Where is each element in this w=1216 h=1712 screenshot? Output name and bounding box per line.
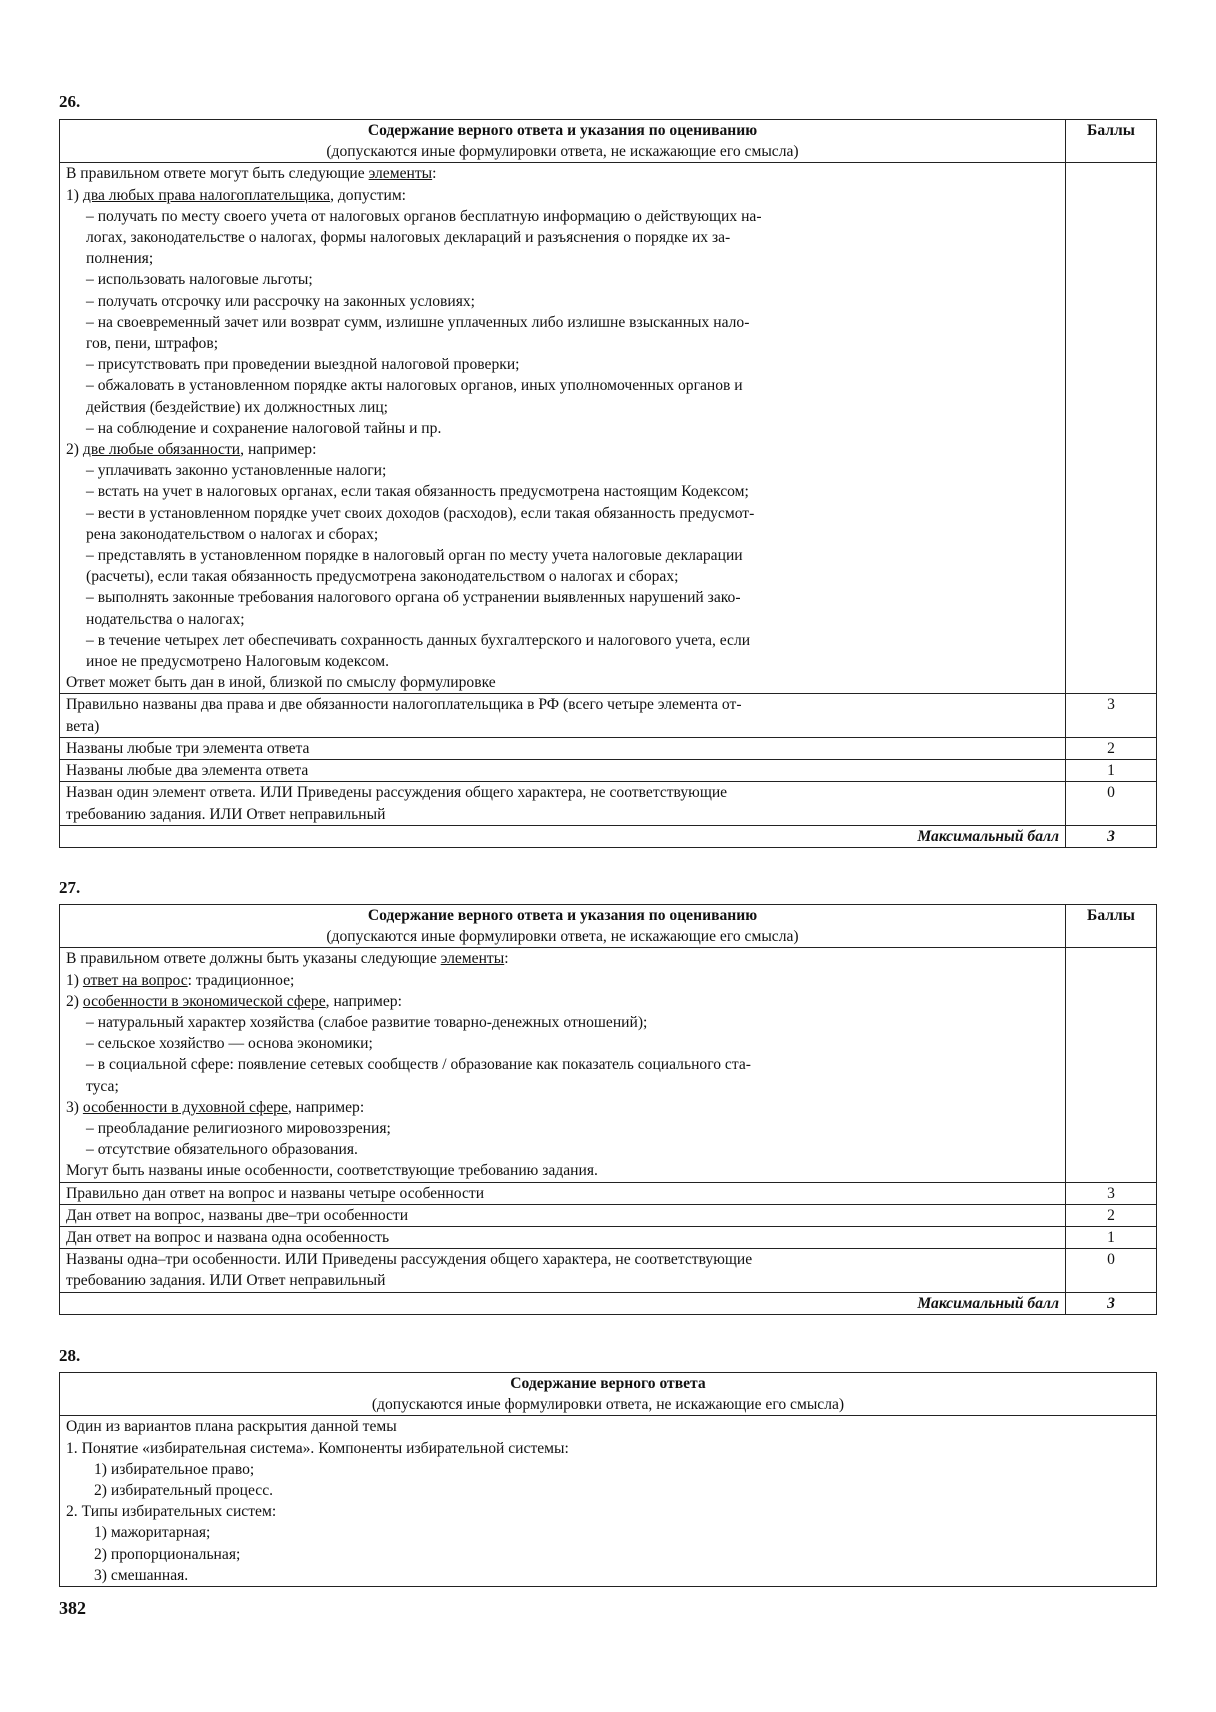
- q26-content-cell: [60, 163, 1066, 694]
- q27-header-title: Содержание верного ответа и указания по оцениванию: [367, 907, 758, 924]
- q28-line: 2. Типы избирательных систем:: [66, 1503, 277, 1521]
- q26-criterion-3-line-1: Правильно названы два права и две обязанности налогоплательщика в РФ (всего четыре элемента от-: [66, 696, 742, 714]
- q26-duty-line: – вести в установленном порядке учет своих доходов (расходов), если такая обязанность предусмот-: [86, 504, 755, 522]
- q27-criterion-row: [60, 1204, 1157, 1226]
- q27-closing: Могут быть названы иные особенности, соответствующие требованию задания.: [66, 1162, 598, 1180]
- q26-criterion-text: Названы любые два элемента ответа: [60, 760, 1066, 782]
- q26-header-title: Содержание верного ответа и указания по оцениванию: [367, 122, 758, 139]
- q26-right-line: полнения;: [86, 250, 154, 268]
- q27-criterion-text: [60, 1249, 1066, 1292]
- q26-criterion-0-line-1: Назван один элемент ответа. ИЛИ Приведены рассуждения общего характера, не соответствующие: [66, 784, 728, 802]
- q26-right-line: действия (бездействие) их должностных лиц;: [86, 398, 388, 416]
- q27-criterion-row: [60, 1227, 1157, 1249]
- q27-point-1: [66, 970, 1059, 991]
- q26-duty-line: – представлять в установленном порядке в налоговый орган по месту учета налоговые декларации: [86, 547, 743, 565]
- q27-criterion-score: 2: [1066, 1204, 1157, 1226]
- q26-criterion-3-line-2: вета): [66, 717, 100, 735]
- q27-point-3-num: 3): [66, 1098, 83, 1116]
- q27-criterion-row: [60, 1249, 1157, 1292]
- q26-intro-underlined: элементы: [368, 165, 433, 183]
- question-27-number: 27.: [59, 878, 81, 897]
- q27-criterion-score: 3: [1066, 1182, 1157, 1204]
- q27-point-3: [66, 1097, 1059, 1118]
- q27-max-value: 3: [1066, 1292, 1157, 1314]
- q26-point-1-num: 1): [66, 186, 83, 204]
- q26-max-value: 3: [1066, 825, 1157, 847]
- q27-criterion-score: 1: [1066, 1227, 1157, 1249]
- q26-point-2-suffix: , например:: [240, 441, 317, 459]
- q26-criterion-row: [60, 760, 1157, 782]
- q26-content-score-empty: [1066, 163, 1157, 694]
- q28-content-row: [60, 1416, 1157, 1587]
- q28-line: 2) пропорциональная;: [94, 1545, 241, 1563]
- q26-criterion-row: [60, 737, 1157, 759]
- q27-point-1-suffix: : традиционное;: [187, 971, 295, 989]
- q26-criterion-text: [60, 782, 1066, 825]
- q27-point-3-underlined: особенности в духовной сфере: [82, 1098, 288, 1116]
- q26-right-line: – использовать налоговые льготы;: [86, 271, 313, 289]
- q28-content-cell: [60, 1416, 1157, 1587]
- q26-intro-suffix: :: [432, 165, 437, 183]
- q26-criterion-score: 3: [1066, 694, 1157, 737]
- q26-point-2-num: 2): [66, 441, 83, 459]
- q26-intro-prefix: В правильном ответе могут быть следующие: [66, 165, 369, 183]
- q26-point-1-suffix: , допустим:: [330, 186, 407, 204]
- q27-point-2-num: 2): [66, 992, 83, 1010]
- q26-criterion-score: 1: [1066, 760, 1157, 782]
- q26-duty-line: рена законодательством о налогах и сборах;: [86, 525, 379, 543]
- q27-intro-prefix: В правильном ответе должны быть указаны следующие: [66, 950, 441, 968]
- q26-criterion-row: [60, 694, 1157, 737]
- question-27-table: [59, 904, 1157, 1315]
- question-28-number: 28.: [59, 1346, 81, 1365]
- q26-criterion-score: 0: [1066, 782, 1157, 825]
- q26-criterion-row: [60, 782, 1157, 825]
- q26-point-1-underlined: два любых права налогоплательщика: [82, 186, 331, 204]
- q26-duty-line: – выполнять законные требования налогового органа об устранении выявленных нарушений зако-: [86, 589, 741, 607]
- q26-criterion-score: 2: [1066, 737, 1157, 759]
- q26-criterion-text: [60, 694, 1066, 737]
- q28-line: 1) избирательное право;: [94, 1460, 255, 1478]
- q27-point-1-underlined: ответ на вопрос: [82, 971, 188, 989]
- q26-right-line: – на соблюдение и сохранение налоговой тайны и пр.: [86, 419, 442, 437]
- q28-line: 1) мажоритарная;: [94, 1524, 211, 1542]
- q26-point-2-underlined: две любые обязанности: [82, 441, 241, 459]
- q27-spirit-line: – отсутствие обязательного образования.: [86, 1141, 358, 1159]
- q26-right-line: – получать по месту своего учета от налоговых органов бесплатную информацию о действующих на-: [86, 207, 762, 225]
- q27-criterion-text: Дан ответ на вопрос, названы две–три особенности: [60, 1204, 1066, 1226]
- q27-content-cell: [60, 948, 1066, 1182]
- q26-header-row: [60, 120, 1157, 163]
- q27-content-score-empty: [1066, 948, 1157, 1182]
- q26-right-line: – получать отсрочку или рассрочку на законных условиях;: [86, 292, 476, 310]
- q26-right-line: – обжаловать в установленном порядке акты налоговых органов, иных уполномоченных органов и: [86, 377, 743, 395]
- q28-header-title: Содержание верного ответа: [510, 1375, 706, 1392]
- q26-duty-line: – в течение четырех лет обеспечивать сохранность данных бухгалтерского и налогового учета, если: [86, 631, 751, 649]
- q27-score-header: Баллы: [1066, 905, 1157, 948]
- q26-max-label: Максимальный балл: [60, 825, 1066, 847]
- q26-header-cell: [60, 120, 1066, 163]
- q27-intro-underlined: элементы: [440, 950, 505, 968]
- q28-line: Один из вариантов плана раскрытия данной темы: [66, 1418, 397, 1436]
- q28-line: 2) избирательный процесс.: [94, 1482, 274, 1500]
- q28-header-row: [60, 1373, 1157, 1416]
- q27-criterion-text: Дан ответ на вопрос и названа одна особенность: [60, 1227, 1066, 1249]
- question-26-number: 26.: [59, 92, 81, 111]
- q26-max-row: [60, 825, 1157, 847]
- q27-criterion-text: Правильно дан ответ на вопрос и названы четыре особенности: [60, 1182, 1066, 1204]
- q26-intro: [66, 163, 1059, 184]
- q27-point-2-suffix: , например:: [325, 992, 402, 1010]
- q26-right-line: – на своевременный зачет или возврат сумм, излишне уплаченных либо излишне взысканных нало-: [86, 313, 750, 331]
- q28-line: 3) смешанная.: [94, 1566, 189, 1584]
- q26-content-row: [60, 163, 1157, 694]
- q27-econ-line: – натуральный характер хозяйства (слабое развитие товарно-денежных отношений);: [86, 1014, 648, 1032]
- q27-intro: [66, 948, 1059, 969]
- q28-header-cell: [60, 1373, 1157, 1416]
- question-26-table: [59, 119, 1157, 848]
- q27-content-row: [60, 948, 1157, 1182]
- q26-right-line: гов, пени, штрафов;: [86, 335, 219, 353]
- q26-duty-line: (расчеты), если такая обязанность предусмотрена законодательством о налогах и сборах;: [86, 568, 679, 586]
- q27-criterion-row: [60, 1182, 1157, 1204]
- q27-max-label: Максимальный балл: [60, 1292, 1066, 1314]
- q27-econ-line: туса;: [86, 1077, 119, 1095]
- q27-point-1-num: 1): [66, 971, 83, 989]
- q28-line: 1. Понятие «избирательная система». Компоненты избирательной системы:: [66, 1439, 569, 1457]
- q26-right-line: – присутствовать при проведении выездной налоговой проверки;: [86, 356, 520, 374]
- q27-spirit-line: – преобладание религиозного мировоззрения;: [86, 1120, 391, 1138]
- q27-econ-line: – в социальной сфере: появление сетевых сообществ / образование как показатель социального ста-: [86, 1056, 751, 1074]
- q27-max-row: [60, 1292, 1157, 1314]
- q27-header-subtitle: (допускаются иные формулировки ответа, не искажающие его смысла): [326, 928, 799, 946]
- q26-right-line: логах, законодательстве о налогах, формы налоговых деклараций и разъяснения о порядке их за-: [86, 229, 731, 247]
- q26-closing: Ответ может быть дан в иной, близкой по смыслу формулировке: [66, 674, 496, 692]
- q27-criterion-0-line-1: Названы одна–три особенности. ИЛИ Приведены рассуждения общего характера, не соответствующие: [66, 1251, 753, 1269]
- q26-duty-line: – уплачивать законно установленные налоги;: [86, 462, 387, 480]
- q27-point-2-underlined: особенности в экономической сфере: [82, 992, 326, 1010]
- q26-point-2: [66, 439, 1059, 460]
- q26-criterion-text: Названы любые три элемента ответа: [60, 737, 1066, 759]
- q26-duty-line: нодательства о налогах;: [86, 610, 245, 628]
- page-number: 382: [59, 1598, 86, 1618]
- q27-criterion-0-line-2: требованию задания. ИЛИ Ответ неправильный: [66, 1272, 386, 1290]
- q26-criterion-0-line-2: требованию задания. ИЛИ Ответ неправильный: [66, 805, 386, 823]
- q27-criterion-score: 0: [1066, 1249, 1157, 1292]
- q26-duty-line: – встать на учет в налоговых органах, если такая обязанность предусмотрена настоящим Кодексом;: [86, 483, 749, 501]
- q27-intro-suffix: :: [504, 950, 509, 968]
- q27-header-row: [60, 905, 1157, 948]
- q27-header-cell: [60, 905, 1066, 948]
- q28-header-subtitle: (допускаются иные формулировки ответа, не искажающие его смысла): [371, 1396, 845, 1414]
- q27-econ-line: – сельское хозяйство — основа экономики;: [86, 1035, 373, 1053]
- q26-point-1: [66, 185, 1059, 206]
- q26-duty-line: иное не предусмотрено Налоговым кодексом.: [86, 653, 390, 671]
- q27-point-2: [66, 991, 1059, 1012]
- q26-header-subtitle: (допускаются иные формулировки ответа, не искажающие его смысла): [326, 143, 799, 161]
- q27-point-3-suffix: , например:: [287, 1098, 365, 1116]
- q26-score-header: Баллы: [1066, 120, 1157, 163]
- question-28-table: [59, 1372, 1157, 1587]
